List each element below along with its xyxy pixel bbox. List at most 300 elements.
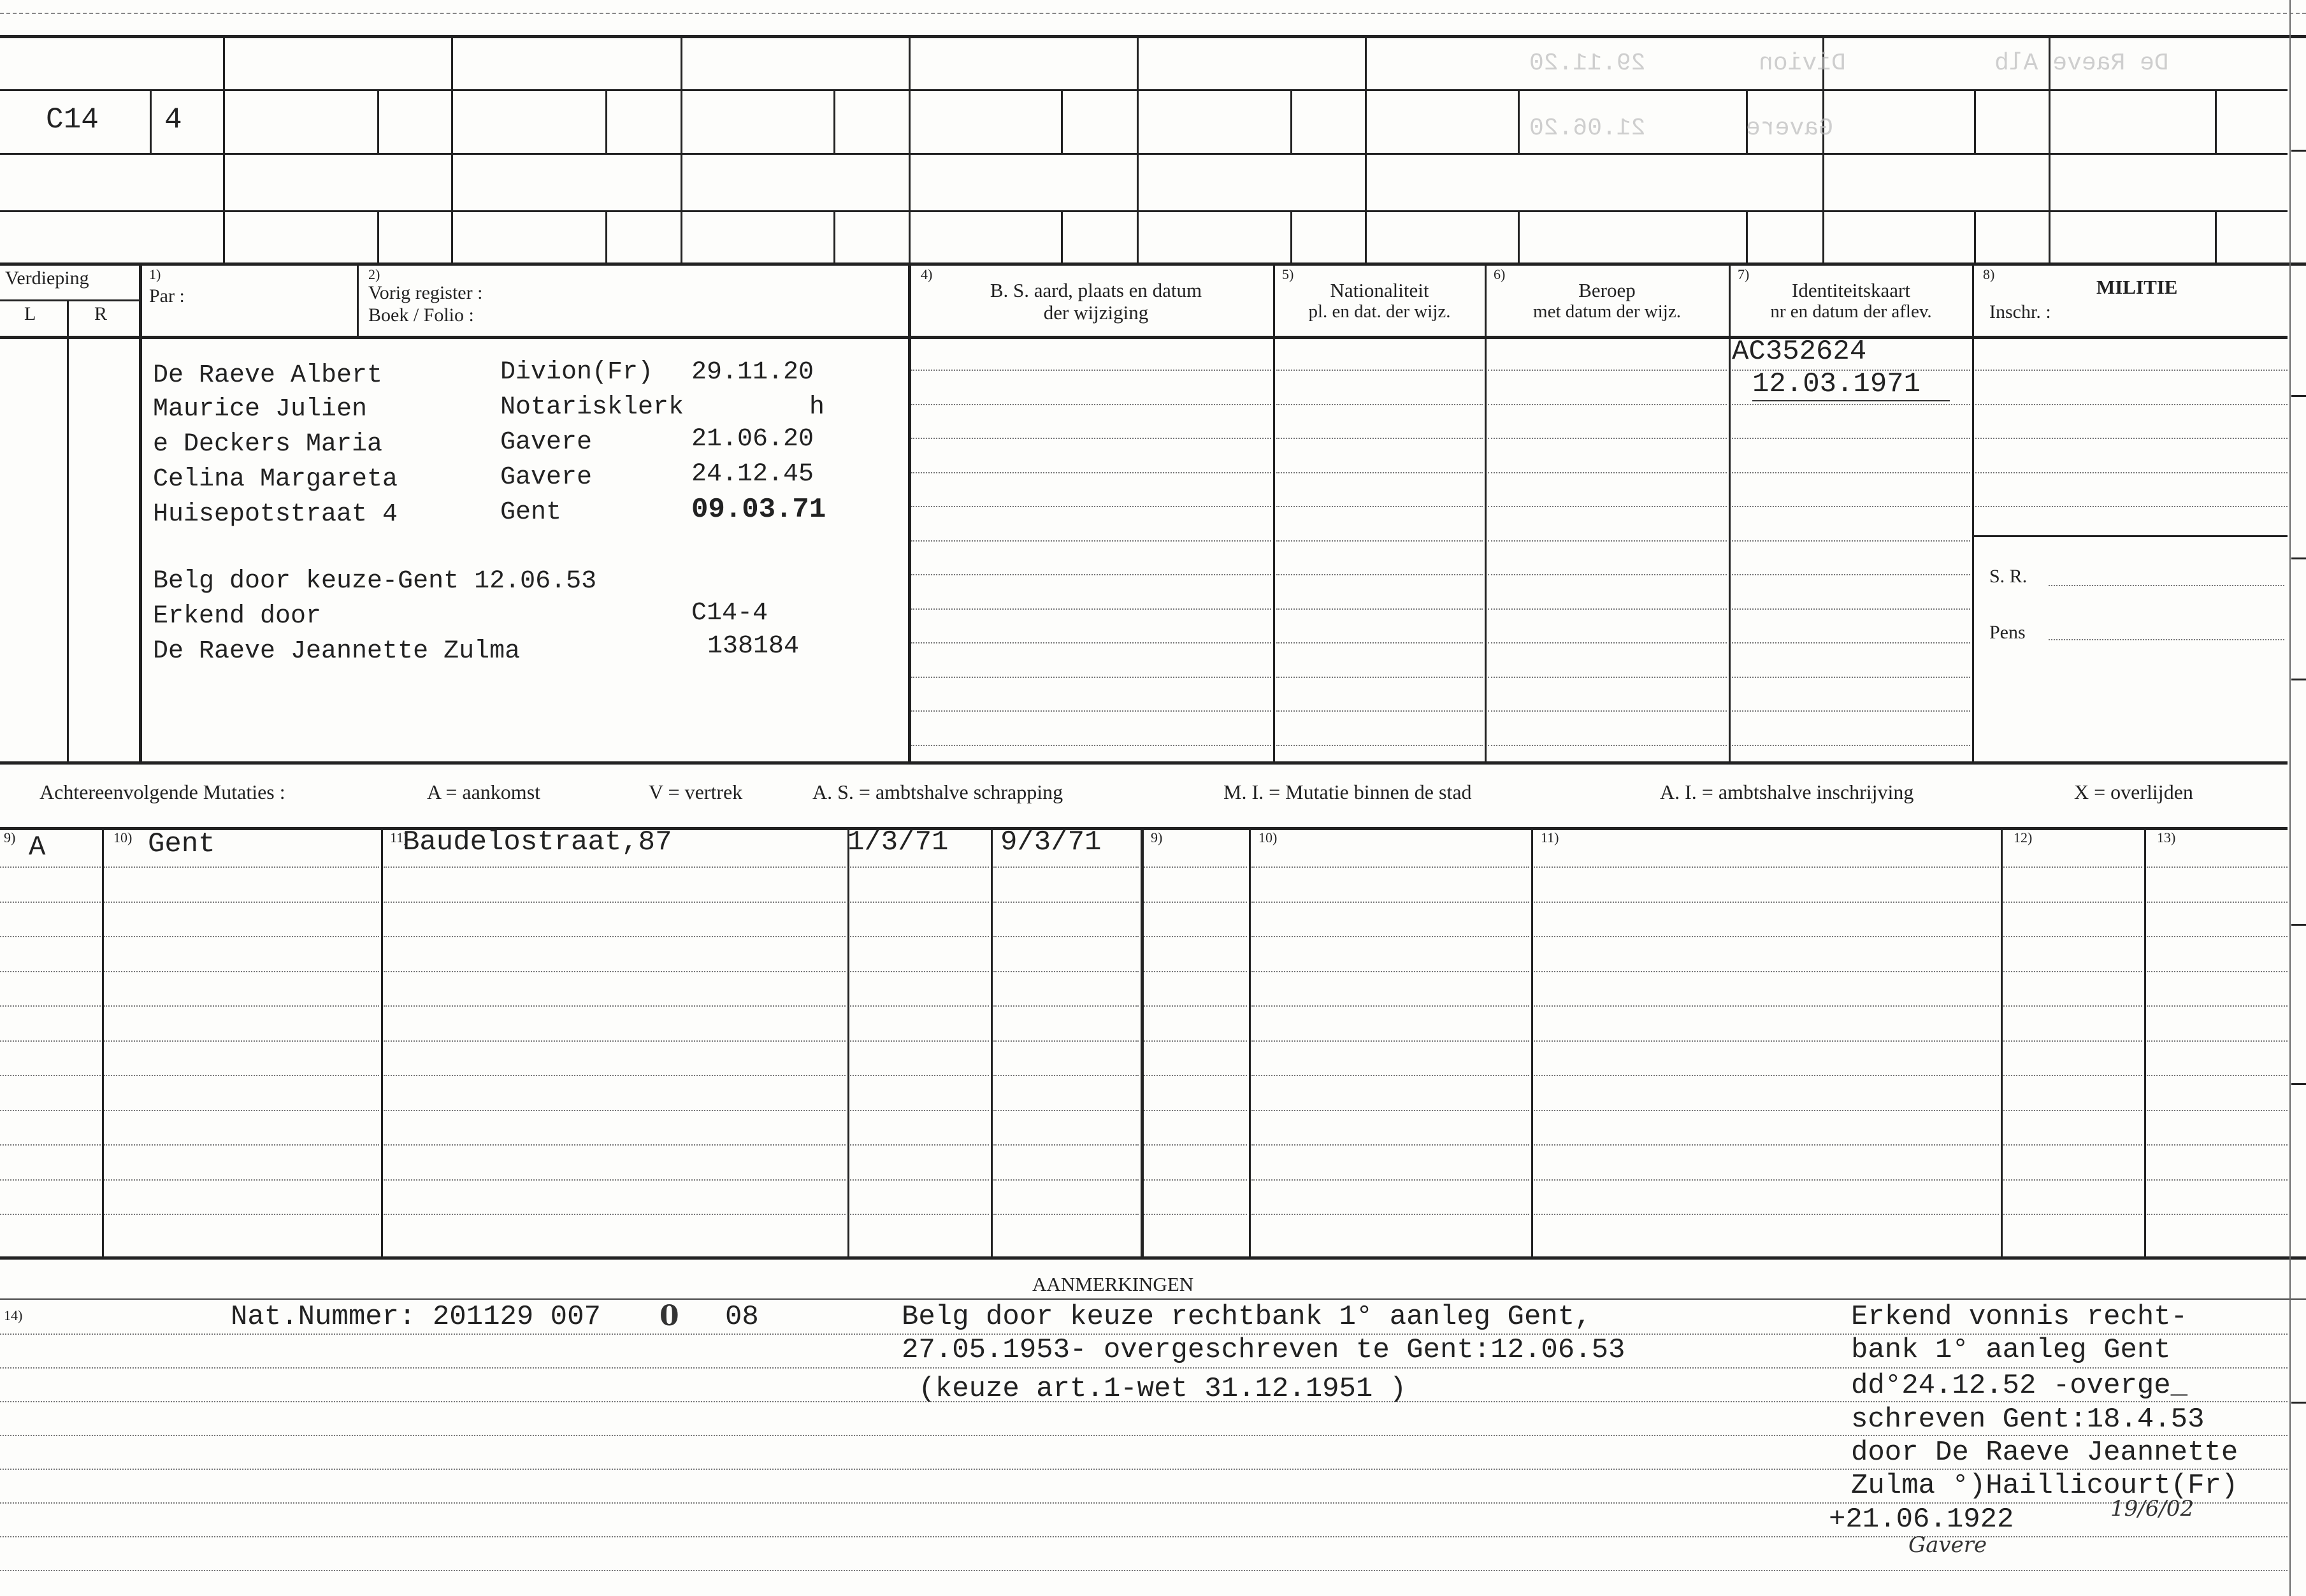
ruling-line — [1488, 745, 1727, 746]
header-boek-folio: Boek / Folio : — [368, 305, 474, 326]
ruling-line — [0, 902, 101, 903]
edge-tick — [2291, 924, 2306, 926]
remarks-line — [0, 1298, 2306, 1300]
ruling-line — [2003, 1005, 2142, 1007]
grid-line — [1972, 264, 1974, 761]
person-mark: h — [809, 393, 825, 422]
header-nationaliteit-2: pl. en dat. der wijz. — [1308, 301, 1451, 322]
grid-line — [2001, 827, 2003, 1256]
ruling-line — [1732, 677, 1970, 678]
grid-line — [1974, 89, 1976, 153]
ruling-line — [993, 1075, 1139, 1076]
header-bs-2: der wijziging — [1043, 301, 1149, 324]
legend-a: A = aankomst — [427, 780, 541, 803]
remark-line: Erkend vonnis recht- — [1851, 1301, 2188, 1333]
ruling-line — [911, 472, 1271, 473]
mutations-top — [0, 827, 2288, 830]
ruling-line — [2003, 1110, 2142, 1111]
top-edge — [0, 13, 2306, 14]
ruling-line — [1488, 710, 1727, 712]
person-place: Gavere — [500, 463, 593, 492]
ruling-line — [1144, 902, 1247, 903]
label-sr: S. R. — [1989, 566, 2028, 587]
grid-line — [847, 827, 849, 1256]
ruling-line — [0, 1040, 101, 1042]
edge-tick — [2291, 557, 2306, 559]
ruling-line — [1534, 971, 1999, 972]
ruling-line — [911, 677, 1271, 678]
ruling-line — [1144, 1214, 1247, 1215]
ruling-line — [1144, 1040, 1247, 1042]
header-verdieping: Verdieping — [5, 268, 89, 289]
ruling-line — [104, 1214, 379, 1215]
ruling-line — [1975, 472, 2288, 473]
header-inschr: Inschr. : — [1989, 301, 2051, 322]
ruling-line — [2003, 866, 2142, 868]
ruling-line — [0, 866, 101, 868]
ruling-line — [1732, 540, 1970, 542]
ruling-line — [2147, 1075, 2288, 1076]
ruling-line — [1251, 1075, 1529, 1076]
person-note: Belg door keuze-Gent 12.06.53 — [153, 567, 597, 596]
ruling-line — [1251, 936, 1529, 937]
ruling-line — [2147, 1110, 2288, 1111]
ruling-line — [0, 1075, 101, 1076]
grid-line — [1729, 264, 1731, 761]
ruling-line — [1144, 1179, 1247, 1181]
ruling-line — [1732, 438, 1970, 439]
person-note: Erkend door — [153, 602, 322, 631]
ruling-line — [1488, 472, 1727, 473]
col-num: 11) — [1541, 830, 1559, 845]
ruling-line — [1732, 404, 1970, 405]
ruling-line — [1732, 710, 1970, 712]
grid-line — [1290, 210, 1292, 264]
col-num: 11) — [390, 830, 408, 845]
ruling-line — [1534, 936, 1999, 937]
ruling-line — [850, 971, 989, 972]
ruling-line — [993, 1144, 1139, 1146]
ruling-line — [850, 1005, 989, 1007]
legend-x: X = overlijden — [2074, 780, 2193, 803]
id-card-underline — [1752, 400, 1950, 401]
ruling-line — [2003, 1040, 2142, 1042]
header-bs-num: 4) — [921, 266, 933, 282]
ruling-line — [1534, 1075, 1999, 1076]
remark-line: door De Raeve Jeannette — [1851, 1437, 2238, 1469]
ruling-line — [993, 1214, 1139, 1215]
ruling-line — [2147, 1214, 2288, 1215]
person-name-line: Maurice Julien — [153, 395, 368, 424]
legend-as: A. S. = ambtshalve schrapping — [812, 780, 1063, 803]
ruling-line — [1488, 438, 1727, 439]
ruling-line — [384, 1214, 846, 1215]
top-grid-bottom — [0, 262, 2306, 266]
ruling-line — [104, 1005, 379, 1007]
header-vorig-num: 2) — [368, 266, 380, 282]
ruling-line — [1732, 472, 1970, 473]
ruling-line — [850, 1144, 989, 1146]
ruling-line — [1251, 1110, 1529, 1111]
grid-line — [1061, 210, 1063, 264]
ruling-line — [1276, 608, 1483, 610]
ruling-line — [1144, 866, 1247, 868]
ruling-line — [1276, 438, 1483, 439]
ruling-line — [1251, 971, 1529, 972]
main-bottom — [0, 761, 2288, 765]
mutation-type: A — [29, 831, 46, 863]
ruling-line — [850, 1040, 989, 1042]
nat-number-handwritten: 0 — [659, 1300, 679, 1332]
ruling-line — [911, 404, 1271, 405]
grid-line — [1531, 827, 1533, 1256]
mutations-bottom — [0, 1256, 2306, 1260]
header-ber-num: 6) — [1494, 266, 1506, 282]
remark-line: Belg door keuze rechtbank 1° aanleg Gent, — [902, 1301, 1592, 1333]
ruling-line — [2003, 1179, 2142, 1181]
grid-line — [833, 89, 835, 153]
grid-line — [102, 827, 104, 1256]
ruling-line — [850, 1075, 989, 1076]
ruling-line — [1488, 404, 1727, 405]
mutation-address: Baudelostraat,87 — [403, 826, 672, 858]
ruling-line — [0, 1005, 101, 1007]
ruling-line — [850, 1179, 989, 1181]
ruling-line — [1251, 866, 1529, 868]
ruling-line — [850, 1214, 989, 1215]
ruling-line — [0, 1179, 101, 1181]
grid-line — [381, 827, 383, 1256]
ruling-line — [1251, 1040, 1529, 1042]
ruling-line — [1534, 1110, 1999, 1111]
remark-line: Zulma °)Haillicourt(Fr) — [1851, 1470, 2238, 1502]
ruling-line — [993, 936, 1139, 937]
ruling-line — [1144, 1005, 1247, 1007]
ruling-line — [384, 1179, 846, 1181]
person-date: 24.12.45 — [691, 460, 814, 489]
ruling-line — [1534, 1005, 1999, 1007]
ruling-line — [1488, 370, 1727, 371]
ruling-line — [1251, 1005, 1529, 1007]
ruling-line — [993, 1110, 1139, 1111]
header-vorig-register: Vorig register : — [368, 282, 483, 303]
top-row-line — [0, 89, 2288, 91]
nat-number: Nat.Nummer: 201129 007 — [231, 1301, 601, 1333]
edge-tick — [2291, 1083, 2306, 1085]
ruling-line — [104, 1144, 379, 1146]
person-occupation: Notarisklerk — [500, 393, 684, 422]
header-par: Par : — [149, 285, 185, 306]
grid-line — [150, 89, 152, 153]
ruling-line — [2147, 971, 2288, 972]
ruling-line — [1276, 745, 1483, 746]
ruling-line — [0, 971, 101, 972]
grid-line — [1518, 89, 1520, 153]
ruling-line — [1732, 608, 1970, 610]
ruling-line — [850, 1110, 989, 1111]
ruling-line — [384, 1075, 846, 1076]
ruling-line — [104, 866, 379, 868]
header-nat-num: 5) — [1282, 266, 1294, 282]
grid-line — [139, 264, 142, 761]
ruling-line — [1732, 506, 1970, 507]
grid-line — [1290, 89, 1292, 153]
person-name-line: Celina Margareta — [153, 465, 398, 494]
grid-line — [991, 827, 993, 1256]
person-number: 138184 — [707, 632, 800, 661]
person-note: De Raeve Jeannette Zulma — [153, 637, 521, 666]
person-place: Gent — [500, 498, 562, 527]
ruling-line — [1975, 404, 2288, 405]
ruling-line — [1276, 472, 1483, 473]
ruling-line — [2147, 1179, 2288, 1181]
ruling-line — [0, 1570, 2288, 1571]
ruling-line — [850, 936, 989, 937]
top-number: 4 — [164, 103, 182, 136]
handwritten-place: Gavere — [1908, 1532, 1987, 1558]
ruling-line — [1144, 1110, 1247, 1111]
col-num: 9) — [1151, 830, 1163, 845]
ruling-line — [1975, 506, 2288, 507]
sr-line — [2049, 585, 2284, 586]
person-name-line: De Raeve Albert — [153, 361, 383, 390]
ruling-line — [911, 574, 1271, 575]
ruling-line — [1276, 506, 1483, 507]
ruling-line — [993, 1005, 1139, 1007]
edge-tick — [2291, 679, 2306, 680]
ruling-line — [104, 971, 379, 972]
ruling-line — [911, 710, 1271, 712]
ruling-line — [0, 1367, 2288, 1369]
ruling-line — [993, 902, 1139, 903]
person-code: C14-4 — [691, 599, 768, 628]
header-beroep-2: met datum der wijz. — [1533, 301, 1681, 322]
ghost-text: 29.11.20 — [1529, 50, 1646, 77]
ruling-line — [1975, 438, 2288, 439]
ruling-line — [911, 608, 1271, 610]
ruling-line — [1488, 642, 1727, 643]
grid-line — [2215, 89, 2217, 153]
ruling-line — [993, 1179, 1139, 1181]
ruling-line — [104, 936, 379, 937]
ruling-line — [384, 971, 846, 972]
ruling-line — [1251, 1214, 1529, 1215]
ruling-line — [1732, 745, 1970, 746]
grid-line — [1974, 210, 1976, 264]
ruling-line — [2003, 1075, 2142, 1076]
ruling-line — [1534, 866, 1999, 868]
ruling-line — [1534, 1144, 1999, 1146]
col-num: 13) — [2157, 830, 2176, 845]
nat-number-end: 08 — [725, 1301, 759, 1333]
legend-mi: M. I. = Mutatie binnen de stad — [1223, 780, 1472, 803]
ghost-text: Divion — [1759, 50, 1846, 77]
remark-line: dd°24.12.52 -overge_ — [1851, 1370, 2188, 1402]
ruling-line — [1732, 574, 1970, 575]
person-address: Huisepotstraat 4 — [153, 500, 398, 529]
grid-line — [833, 210, 835, 264]
header-identiteitskaart: Identiteitskaart — [1792, 279, 1910, 301]
ruling-line — [911, 506, 1271, 507]
mutation-city: Gent — [148, 828, 215, 860]
edge-tick — [2291, 150, 2306, 152]
ruling-line — [0, 936, 101, 937]
top-border — [0, 35, 2306, 38]
grid-line — [1365, 35, 1367, 264]
grid-line — [67, 299, 69, 761]
grid-line — [357, 264, 359, 336]
ruling-line — [850, 866, 989, 868]
top-row-line — [0, 210, 2288, 212]
top-row-line — [0, 153, 2288, 155]
ruling-line — [1276, 642, 1483, 643]
id-card-date: 12.03.1971 — [1752, 368, 1921, 400]
grid-line — [451, 35, 453, 264]
ruling-line — [2147, 1005, 2288, 1007]
ruling-line — [1251, 1179, 1529, 1181]
ruling-line — [1276, 540, 1483, 542]
header-nationaliteit: Nationaliteit — [1330, 279, 1429, 301]
header-id-num: 7) — [1738, 266, 1750, 282]
ruling-line — [1534, 1214, 1999, 1215]
main-header-bottom — [0, 336, 2288, 339]
mutation-date: 9/3/71 — [1000, 826, 1102, 858]
ruling-line — [1144, 1075, 1247, 1076]
ruling-line — [911, 438, 1271, 439]
header-militie: MILITIE — [2096, 276, 2178, 298]
grid-line — [1273, 264, 1275, 761]
header-mil-num: 8) — [1983, 266, 1995, 282]
ruling-line — [1276, 370, 1483, 371]
right-edge — [2289, 0, 2291, 1596]
ruling-line — [911, 642, 1271, 643]
grid-line — [1137, 35, 1139, 264]
header-L: L — [24, 303, 36, 324]
ruling-line — [2003, 1214, 2142, 1215]
grid-line — [2215, 210, 2217, 264]
ruling-line — [2147, 1040, 2288, 1042]
ruling-line — [2147, 902, 2288, 903]
grid-line — [0, 299, 140, 301]
ruling-line — [1144, 936, 1247, 937]
id-card-number: AC352624 — [1732, 336, 1867, 368]
remarks-num: 14) — [4, 1307, 23, 1323]
ruling-line — [2003, 1144, 2142, 1146]
ruling-line — [384, 1005, 846, 1007]
col-num: 9) — [4, 830, 16, 845]
legend-ai: A. I. = ambtshalve inschrijving — [1660, 780, 1914, 803]
ruling-line — [104, 1179, 379, 1181]
ruling-line — [2003, 936, 2142, 937]
ruling-line — [104, 1075, 379, 1076]
grid-line — [1141, 827, 1144, 1256]
grid-line — [681, 35, 682, 264]
ruling-line — [1276, 710, 1483, 712]
ruling-line — [2147, 936, 2288, 937]
ruling-line — [993, 866, 1139, 868]
ruling-line — [2147, 1144, 2288, 1146]
ruling-line — [911, 370, 1271, 371]
ruling-line — [1534, 902, 1999, 903]
grid-line — [1061, 89, 1063, 153]
person-date: 29.11.20 — [691, 358, 814, 387]
ghost-text: Gavere — [1746, 115, 1833, 142]
grid-line — [1746, 210, 1748, 264]
col-num: 10) — [113, 830, 133, 845]
remark-line: 27.05.1953- overgeschreven te Gent:12.06.53 — [902, 1334, 1625, 1366]
ruling-line — [1488, 608, 1727, 610]
person-date: 09.03.71 — [691, 494, 826, 526]
ruling-line — [384, 936, 846, 937]
ruling-line — [104, 902, 379, 903]
ruling-line — [1276, 404, 1483, 405]
person-date: 21.06.20 — [691, 425, 814, 454]
ruling-line — [2147, 866, 2288, 868]
ghost-text: 21.06.20 — [1529, 115, 1646, 142]
ruling-line — [850, 902, 989, 903]
ruling-line — [384, 1110, 846, 1111]
ruling-line — [1534, 1040, 1999, 1042]
legend-title: Achtereenvolgende Mutaties : — [40, 780, 285, 803]
mutation-date: 1/3/71 — [847, 826, 949, 858]
pens-line — [2049, 639, 2284, 640]
ruling-line — [911, 745, 1271, 746]
ghost-text: De Raeve Alb — [1994, 50, 2169, 77]
grid-line — [223, 35, 225, 264]
header-identiteitskaart-2: nr en datum der aflev. — [1770, 301, 1932, 322]
edge-tick — [2291, 395, 2306, 397]
remark-line: (keuze art.1-wet 31.12.1951 ) — [902, 1373, 1407, 1405]
legend-v: V = vertrek — [649, 780, 743, 803]
ruling-line — [0, 1214, 101, 1215]
ruling-line — [1534, 1179, 1999, 1181]
ruling-line — [104, 1040, 379, 1042]
ruling-line — [993, 971, 1139, 972]
ruling-line — [911, 540, 1271, 542]
ruling-line — [104, 1110, 379, 1111]
ruling-line — [1488, 506, 1727, 507]
header-R: R — [94, 303, 108, 324]
remark-line: schreven Gent:18.4.53 — [1851, 1404, 2205, 1435]
ruling-line — [1251, 1144, 1529, 1146]
ruling-line — [1975, 370, 2288, 371]
ruling-line — [1732, 642, 1970, 643]
ruling-line — [384, 1040, 846, 1042]
person-place: Gavere — [500, 428, 593, 457]
ruling-line — [1251, 902, 1529, 903]
grid-line — [377, 89, 379, 153]
ruling-line — [2003, 971, 2142, 972]
header-beroep: Beroep — [1578, 279, 1636, 301]
militie-line — [1974, 535, 2288, 537]
ruling-line — [1144, 971, 1247, 972]
grid-line — [1249, 827, 1251, 1256]
ruling-line — [1488, 677, 1727, 678]
col-num: 10) — [1258, 830, 1278, 845]
grid-line — [2144, 827, 2146, 1256]
grid-line — [909, 35, 911, 264]
ruling-line — [1276, 574, 1483, 575]
ruling-line — [1276, 677, 1483, 678]
remarks-title: AANMERKINGEN — [1032, 1273, 1194, 1295]
ruling-line — [384, 866, 846, 868]
header-par-num: 1) — [149, 266, 161, 282]
edge-tick — [2291, 1402, 2306, 1404]
handwritten-date: 19/6/02 — [2110, 1496, 2194, 1521]
person-name-line: e Deckers Maria — [153, 430, 383, 459]
person-place: Divion(Fr) — [500, 358, 654, 387]
remark-line: bank 1° aanleg Gent — [1851, 1334, 2171, 1366]
